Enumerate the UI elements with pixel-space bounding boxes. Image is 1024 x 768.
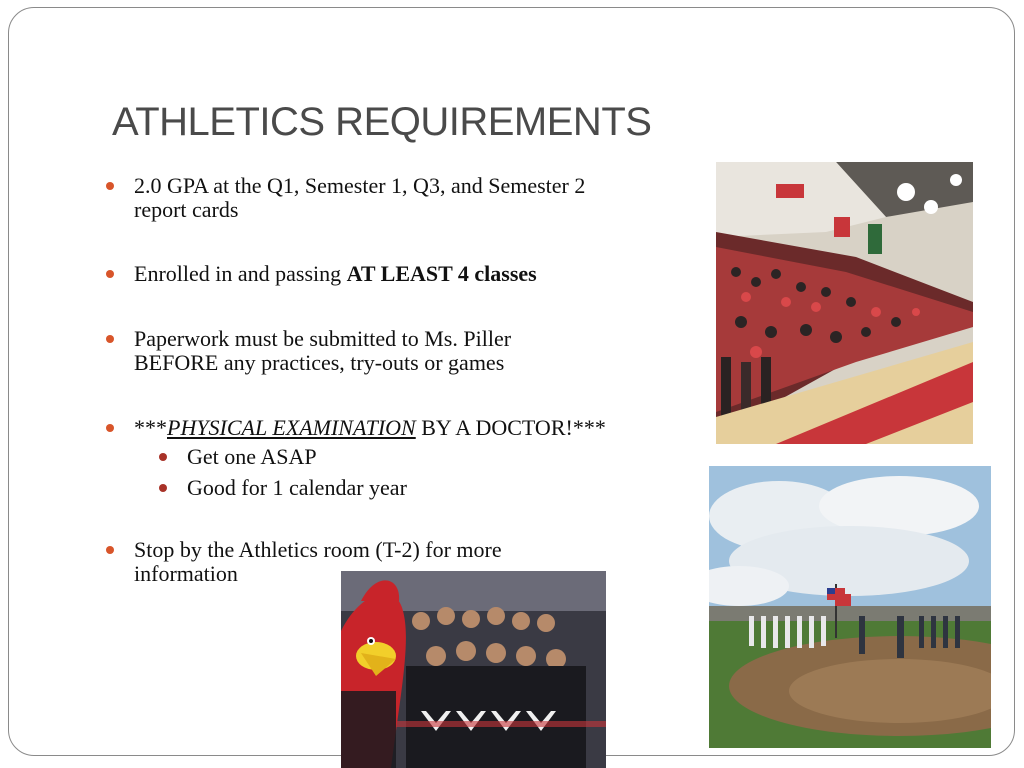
- bullet-gpa: [134, 174, 694, 222]
- sub-bullet-calendar-year: Good for 1 calendar year: [187, 476, 587, 500]
- bullet-enrolled: [134, 262, 694, 286]
- bullet-enrolled-text: Enrolled in and passing: [134, 261, 347, 286]
- bullet-paperwork-line2: BEFORE any practices, try-outs or games: [134, 350, 505, 375]
- bullet-paperwork: [134, 327, 694, 375]
- bullet-physical: [134, 416, 694, 440]
- bullet-gpa-line1: 2.0 GPA at the Q1, Semester 1, Q3, and Semester 2: [134, 173, 586, 198]
- bullet-paperwork-line1: Paperwork must be submitted to Ms. Piller: [134, 326, 512, 351]
- slide-title: ATHLETICS REQUIREMENTS: [112, 100, 652, 144]
- baseball-field-ceremony-photo: [709, 466, 991, 748]
- cheerleaders-mascot-photo: [341, 571, 606, 768]
- bullet-stop-by-line2: information: [134, 561, 238, 586]
- bullet-stop-by-line1: Stop by the Athletics room (T-2) for more: [134, 537, 502, 562]
- bullet-gpa-line2: report cards: [134, 197, 239, 222]
- gymnasium-crowd-photo: [716, 162, 973, 444]
- bullet-physical-emph: PHYSICAL EXAMINATION: [167, 415, 416, 440]
- bullet-physical-prefix: ***: [134, 415, 167, 440]
- sub-bullet-asap: Get one ASAP: [187, 445, 587, 469]
- bullet-physical-suffix: BY A DOCTOR!***: [415, 415, 606, 440]
- bullet-enrolled-bold: AT LEAST 4 classes: [346, 261, 537, 286]
